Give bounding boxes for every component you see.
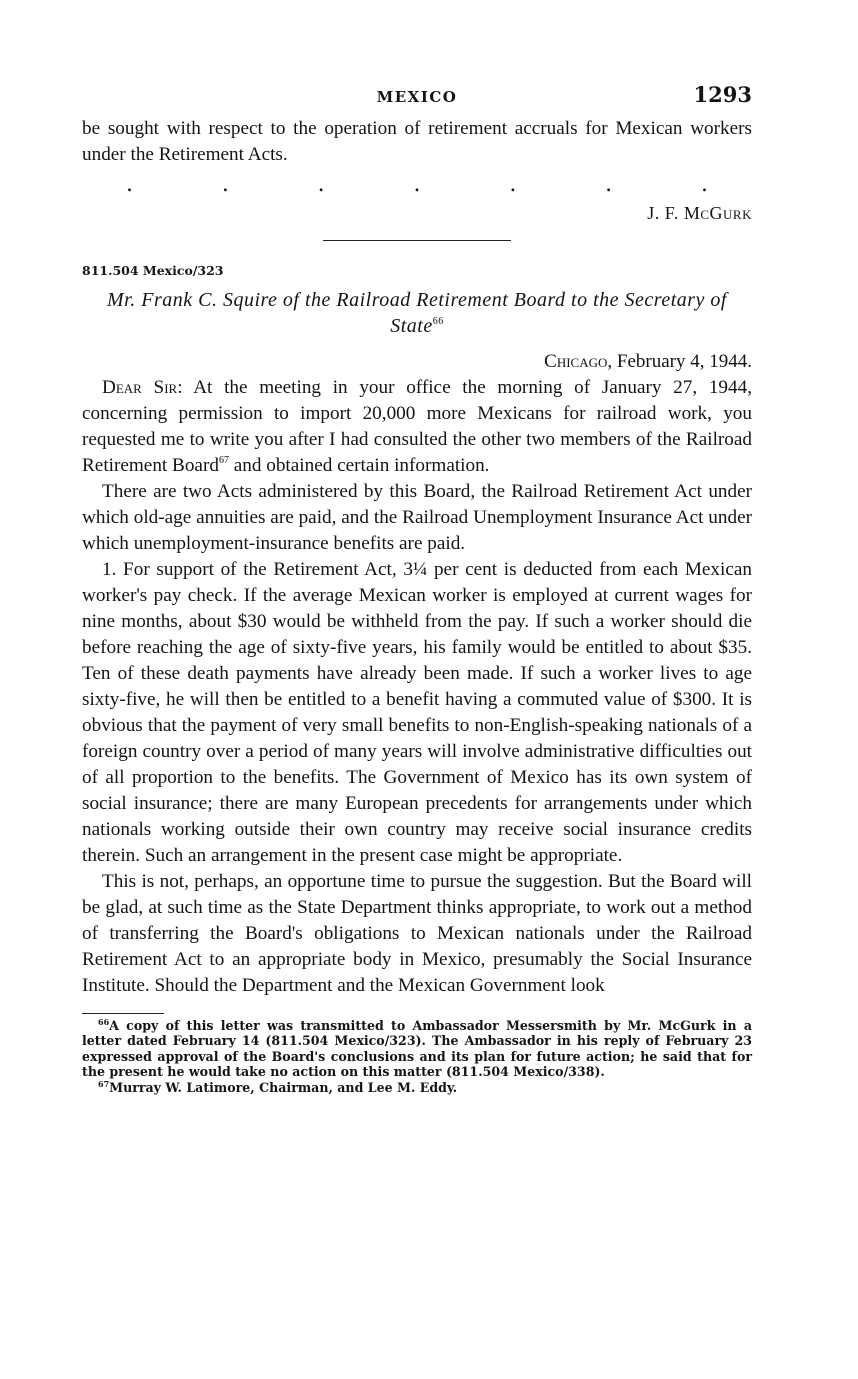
footnote-divider bbox=[82, 1013, 164, 1014]
letter-paragraph-3: 1. For support of the Retirement Act, 3¼ per cent is deducted from each Mexican worker's pay check. If the average Mexican worker is employed at current wages for nine months, about $30 would be withheld from the pay. If such a worker should die before reaching the age of sixty-five years, his family would be entitled to about $35. Ten of these death payments have already been made. If such a worker lives to age sixty-five, he will then be entitled to a benefit having a commuted value of $300. It is obvious that the payment of very small benefits to non-English-speaking nationals of a foreign country over a period of many years will involve administrative difficulties out of all proportion to the benefits. The Government of Mexico has its own system of social insurance; there are many European precedents for arrangements under which nationals working outside their own country may receive social insurance credits therein. Such an arrangement in the present case might be appropriate. bbox=[82, 559, 752, 866]
document-title bbox=[82, 287, 752, 339]
signature-initials: J. F. M bbox=[647, 203, 701, 223]
footnote-67 bbox=[82, 1080, 752, 1095]
letter-paragraph-2: There are two Acts administered by this Board, the Railroad Retirement Act under which old-age annuities are paid, and the Railroad Unemployment Insurance Act under which unemployment-insurance benefits are paid. bbox=[82, 481, 752, 554]
dateline bbox=[82, 349, 752, 375]
running-title: MEXICO bbox=[376, 88, 458, 106]
ellipsis-dot: . bbox=[700, 172, 708, 197]
footnote-ref-67: 67 bbox=[218, 455, 229, 466]
ellipsis-dot: . bbox=[126, 172, 133, 197]
letter-paragraph-4: This is not, perhaps, an opportune time to pursue the suggestion. But the Board will be glad, at such time as the State Department thinks appropriate, to work out a method of transferring the Board's obligations to Mexican nationals under the Railroad Retirement Act to an appropriate body in Mexico, presumably the Social Insurance Institute. Should the Department and the Mexican Government look bbox=[82, 871, 752, 996]
ellipsis-dot: . bbox=[509, 172, 517, 197]
omission-ellipsis bbox=[82, 172, 752, 198]
running-header bbox=[82, 80, 752, 116]
continuation-paragraph: be sought with respect to the operation of retirement accruals for Mexican workers under the Retirement Acts. bbox=[82, 118, 752, 165]
signature bbox=[82, 200, 752, 226]
ellipsis-dot: . bbox=[413, 172, 421, 197]
footnote-text: Murray W. Latimore, Chairman, and Lee M. Eddy. bbox=[109, 1079, 458, 1095]
page-number: 1293 bbox=[693, 82, 752, 107]
footnote-mark: 67 bbox=[98, 1078, 110, 1089]
signature-surname: cGurk bbox=[700, 203, 752, 223]
ellipsis-dot: . bbox=[605, 172, 613, 197]
paragraph-text: and obtained certain information. bbox=[228, 455, 490, 476]
salutation: Dear Sir bbox=[102, 377, 178, 398]
paragraph-text: : At the meeting in your office the morning of January 27, 1944, concerning permission to import 20,000 more Mexicans for railroad work, you requested me to write you after I had consulted the other two members of the Railroad Retirement Board bbox=[82, 377, 753, 476]
footnote-66 bbox=[82, 1018, 752, 1080]
document-page bbox=[82, 80, 752, 1095]
dateline-date: , February 4, 1944. bbox=[607, 351, 752, 372]
ellipsis-dot: . bbox=[317, 172, 325, 197]
footnotes bbox=[82, 1018, 752, 1095]
footnote-mark: 66 bbox=[98, 1017, 110, 1027]
file-reference: 811.504 Mexico/323 bbox=[82, 263, 224, 278]
footnote-text: A copy of this letter was transmitted to Ambassador Messersmith by Mr. McGurk in a letter dated February 14 (811.504 Mexico/323). The Ambassador in his reply of February 23 expressed approval of the Board's conclusions and its plan for future action; he said that for the present he would take no action on this matter (811.504 Mexico/338). bbox=[82, 1018, 752, 1080]
footnote-ref-66: 66 bbox=[432, 316, 444, 327]
dateline-city: Chicago bbox=[544, 351, 608, 372]
ellipsis-dot: . bbox=[221, 172, 229, 197]
document-title-text: Mr. Frank C. Squire of the Railroad Retirement Board to the Secretary of State bbox=[107, 289, 727, 337]
section-divider bbox=[323, 240, 511, 241]
letter-paragraph-1 bbox=[82, 375, 752, 479]
